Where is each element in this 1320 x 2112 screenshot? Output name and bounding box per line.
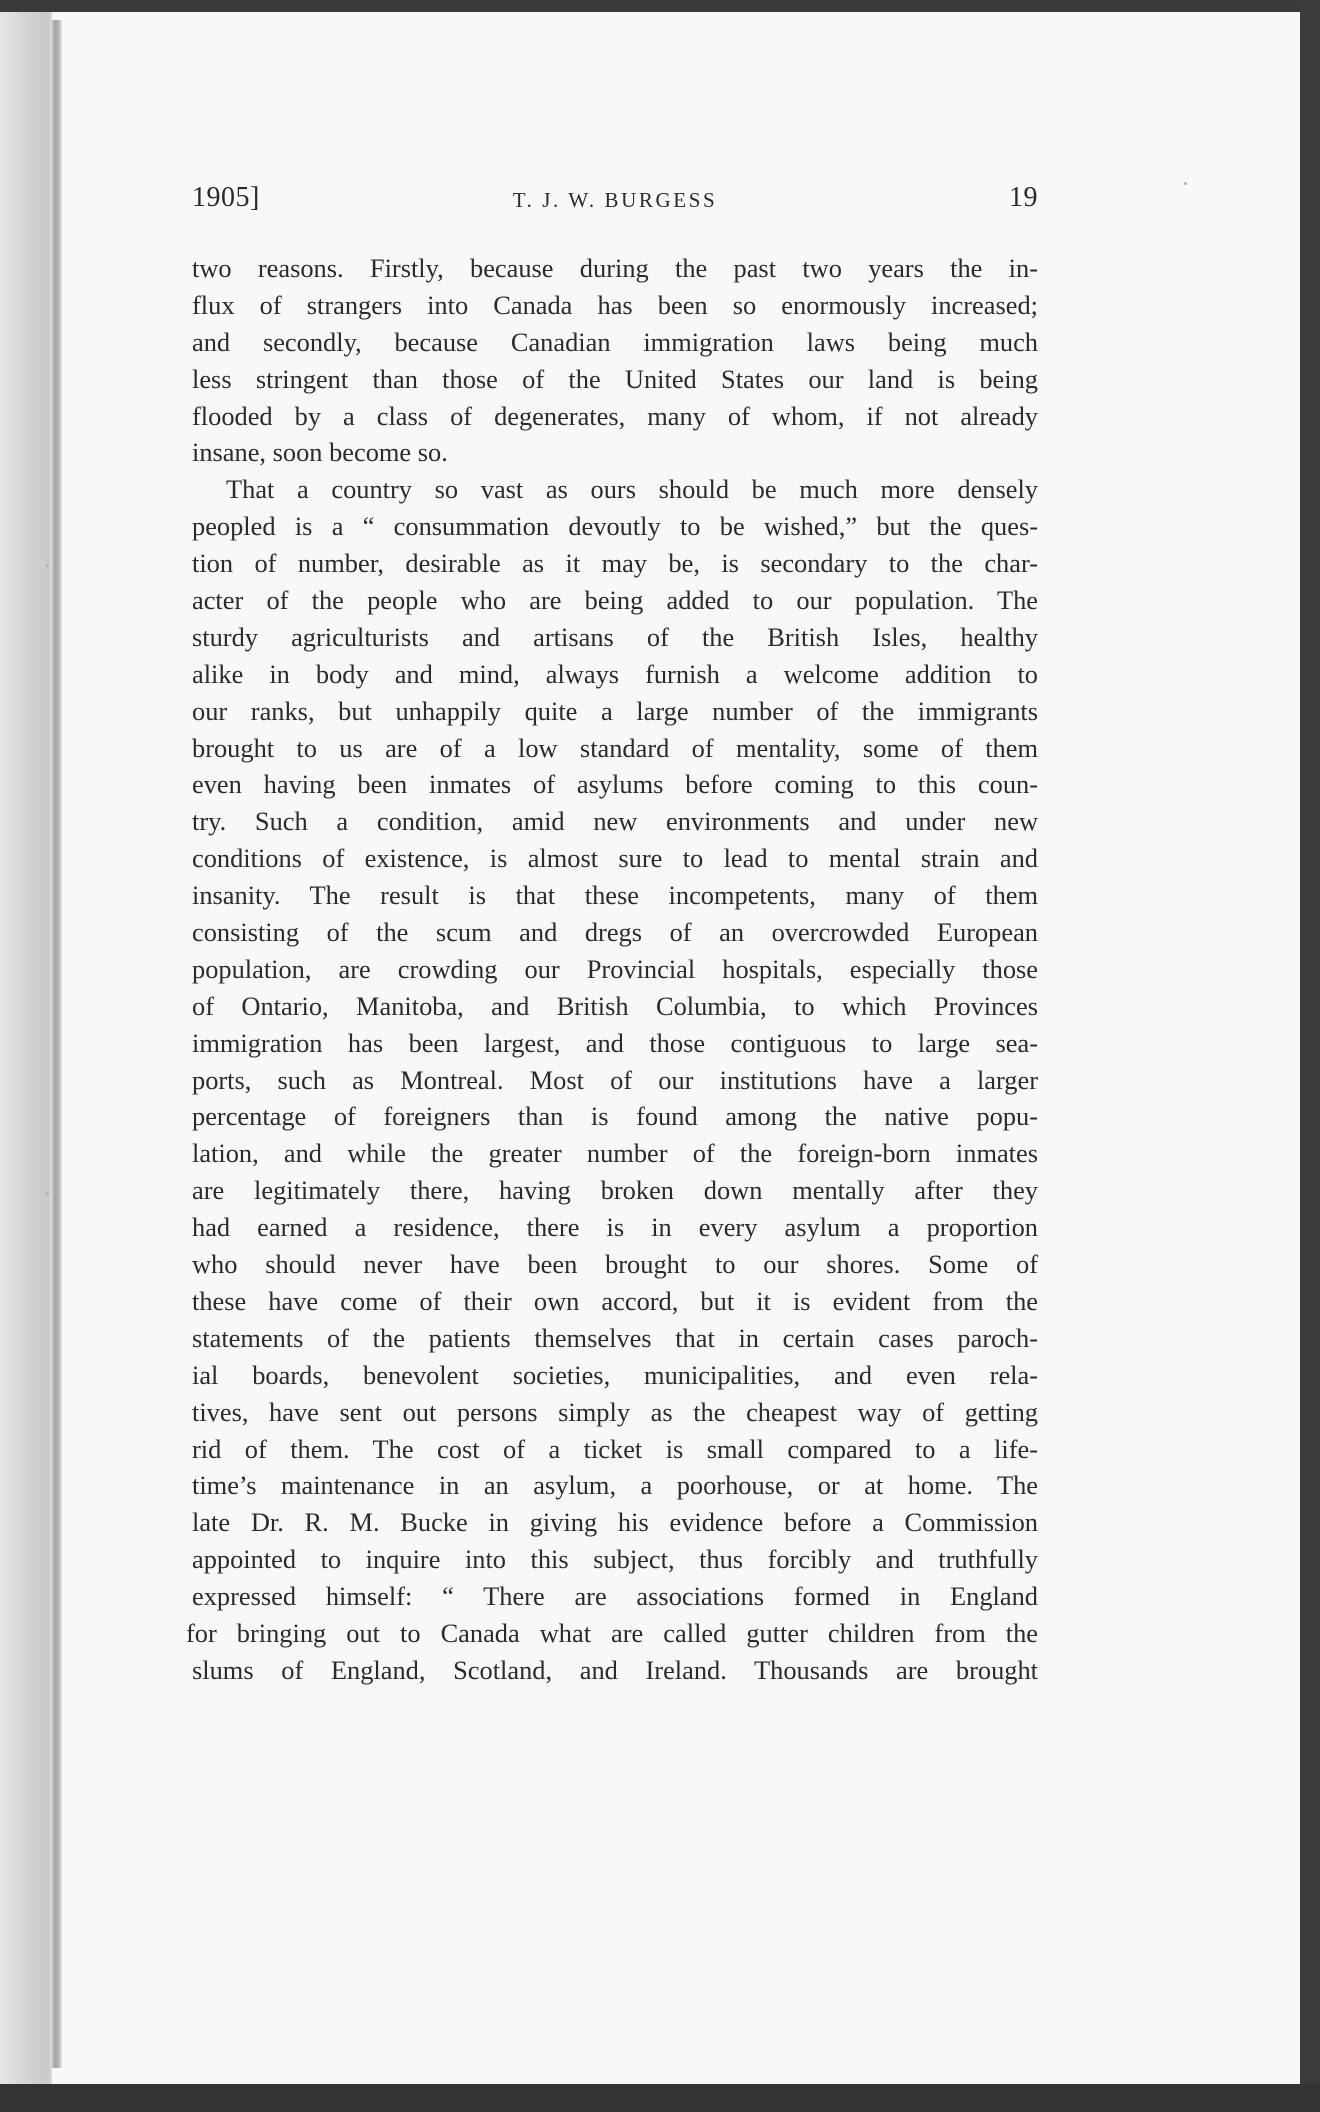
text-line: slums of England, Scotland, and Ireland. Thousands are brought: [192, 1654, 1038, 1685]
text-line: less stringent than those of the United States our land is being: [192, 363, 1038, 394]
binding-gutter: [52, 20, 62, 2068]
text-line: brought to us are of a low standard of mentality, some of them: [192, 732, 1038, 763]
text-line: consisting of the scum and dregs of an overcrowded European: [192, 917, 1038, 948]
text-line: our ranks, but unhappily quite a large number of the immigrants: [192, 695, 1038, 726]
text-line: lation, and while the greater number of the foreign-born inmates: [192, 1138, 1038, 1169]
text-line: tion of number, desirable as it may be, is secondary to the char-: [192, 548, 1038, 579]
text-line: these have come of their own accord, but it is evident from the: [192, 1285, 1038, 1316]
text-line: try. Such a condition, amid new environments and under new: [192, 806, 1038, 837]
text-line: immigration has been largest, and those contiguous to large sea-: [192, 1027, 1038, 1058]
text-line: for bringing out to Canada what are called gutter children from the: [186, 1617, 1038, 1648]
paper-speck: [46, 564, 49, 567]
text-line: time’s maintenance in an asylum, a poorhouse, or at home. The: [192, 1470, 1038, 1501]
paper-speck: [1184, 182, 1187, 185]
text-line: flooded by a class of degenerates, many of whom, if not already: [192, 400, 1038, 431]
running-head: [192, 176, 1038, 224]
text-line: and secondly, because Canadian immigration laws being much: [192, 326, 1038, 357]
text-line: population, are crowding our Provincial hospitals, especially those: [192, 953, 1038, 984]
text-line: percentage of foreigners than is found among the native popu-: [192, 1101, 1038, 1132]
text-line: alike in body and mind, always furnish a welcome addition to: [192, 658, 1038, 689]
text-line: insanity. The result is that these incompetents, many of them: [192, 880, 1038, 911]
text-line: ports, such as Montreal. Most of our institutions have a larger: [192, 1064, 1038, 1095]
running-head-year: 1905]: [192, 182, 260, 213]
text-line: expressed himself: “ There are associations formed in England: [192, 1581, 1038, 1612]
text-line: That a country so vast as ours should be much more densely: [226, 474, 1038, 505]
text-line: acter of the people who are being added to our population. The: [192, 585, 1038, 616]
binding-shadow: [0, 12, 52, 2086]
scan-bottom-edge: [0, 2084, 1320, 2112]
body-text: [186, 250, 1038, 1689]
text-line: tives, have sent out persons simply as the cheapest way of getting: [192, 1396, 1038, 1427]
paragraph: [192, 250, 1038, 471]
text-line: ial boards, benevolent societies, municipalities, and even rela-: [192, 1359, 1038, 1390]
text-line: are legitimately there, having broken down mentally after they: [192, 1175, 1038, 1206]
text-line: insane, soon become so.: [192, 437, 448, 468]
text-line: statements of the patients themselves that in certain cases paroch-: [192, 1322, 1038, 1353]
text-line: rid of them. The cost of a ticket is small compared to a life-: [192, 1433, 1038, 1464]
text-line: conditions of existence, is almost sure to lead to mental strain and: [192, 843, 1038, 874]
text-line: even having been inmates of asylums before coming to this coun-: [192, 769, 1038, 800]
text-line: peopled is a “ consummation devoutly to be wished,” but the ques-: [192, 511, 1038, 542]
text-line: appointed to inquire into this subject, thus forcibly and truthfully: [192, 1544, 1038, 1575]
running-head-author: T. J. W. BURGESS: [512, 188, 718, 212]
paper-speck: [46, 1192, 49, 1195]
text-line: flux of strangers into Canada has been so enormously increased;: [192, 289, 1038, 320]
text-line: two reasons. Firstly, because during the past two years the in-: [192, 253, 1038, 283]
text-line: had earned a residence, there is in every asylum a proportion: [192, 1212, 1038, 1243]
page-number: 19: [1009, 182, 1038, 213]
text-line: of Ontario, Manitoba, and British Columbia, to which Provinces: [192, 990, 1038, 1021]
text-line: who should never have been brought to our shores. Some of: [192, 1249, 1038, 1280]
text-line: sturdy agriculturists and artisans of the British Isles, healthy: [192, 621, 1038, 652]
text-line: late Dr. R. M. Bucke in giving his evidence before a Commission: [192, 1507, 1038, 1538]
paragraph: [186, 471, 1038, 1688]
